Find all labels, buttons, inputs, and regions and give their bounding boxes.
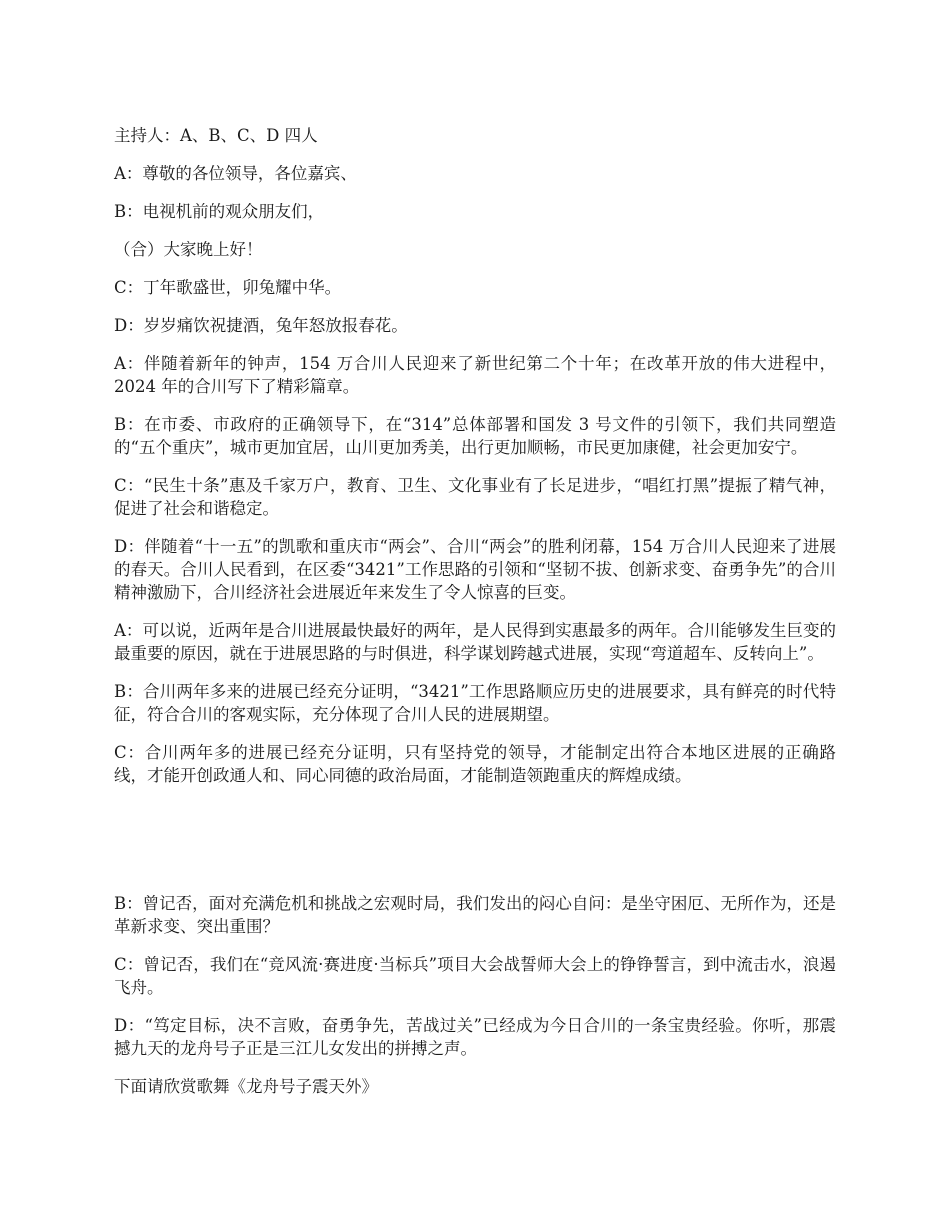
paragraph-b-greeting: B：电视机前的观众朋友们，: [114, 202, 325, 221]
section-gap: [114, 802, 836, 892]
paragraph-hosts: 主持人：A、B、C、D 四人: [114, 126, 318, 145]
paragraph-together-greeting: （合）大家晚上好！: [114, 240, 263, 259]
paragraph-a-greeting: A：尊敬的各位领导，各位嘉宾、: [114, 164, 357, 183]
paragraph-d-line: D：岁岁痛饮祝捷酒，兔年怒放报春花。: [114, 316, 408, 335]
document-page: [114, 124, 836, 1113]
paragraph-a-new-year: A：伴随着新年的钟声，154 万合川人民迎来了新世纪第二个十年；在改革开放的伟大进程中，2024 年的合川写下了精彩篇章。: [114, 354, 836, 396]
paragraph-next-program: 下面请欣赏歌舞《龙舟号子震天外》: [114, 1077, 378, 1096]
paragraph-d-goal: D：“笃定目标，决不言败，奋勇争先，苦战过关”已经成为今日合川的一条宝贵经验。你听，那震撼九天的龙舟号子正是三江儿女发出的拼搏之声。: [114, 1016, 836, 1058]
paragraph-b-remember: B：曾记否，面对充满危机和挑战之宏观时局，我们发出的闷心自问：是坐守困厄、无所作为，还是革新求变、突出重围？: [114, 894, 836, 936]
paragraph-c-line: C：丁年歌盛世，卯兔耀中华。: [114, 278, 342, 297]
paragraph-c-remember: C：曾记否，我们在“竞风流·赛进度·当标兵”项目大会战誓师大会上的铮铮誓言，到中流击水，浪遏飞舟。: [114, 955, 836, 997]
paragraph-a-progress: A：可以说，近两年是合川进展最快最好的两年，是人民得到实惠最多的两年。合川能够发生巨变的最重要的原因，就在于进展思路的与时俱进，科学谋划跨越式进展，实现“弯道超车、反转向上”。: [114, 621, 836, 663]
paragraph-c-party: C：合川两年多的进展已经充分证明，只有坚持党的领导，才能制定出符合本地区进展的正确路线，才能开创政通人和、同心同德的政治局面，才能制造领跑重庆的辉煌成绩。: [114, 743, 836, 785]
paragraph-d-spring: D：伴随着“十一五”的凯歌和重庆市“两会”、合川“两会”的胜利闭幕，154 万合川人民迎来了进展的春天。合川人民看到，在区委“3421”工作思路的引领和“坚韧不拔、创新求变、奋勇争先”的合川精神激励下，合川经济社会进展近年来发生了令人惊喜的巨变。: [114, 537, 836, 602]
paragraph-c-livelihood: C：“民生十条”惠及千家万户，教育、卫生、文化事业有了长足进步，“唱红打黑”提振了精气神，促进了社会和谐稳定。: [114, 476, 836, 518]
paragraph-b-proof: B：合川两年多来的进展已经充分证明，“3421”工作思路顺应历史的进展要求，具有鲜亮的时代特征，符合合川的客观实际，充分体现了合川人民的进展期望。: [114, 682, 836, 724]
paragraph-b-leadership: B：在市委、市政府的正确领导下，在“314”总体部署和国发 3 号文件的引领下，我们共同塑造的“五个重庆”，城市更加宜居，山川更加秀美，出行更加顺畅，市民更加康健，社会更加安宁。: [114, 415, 836, 457]
